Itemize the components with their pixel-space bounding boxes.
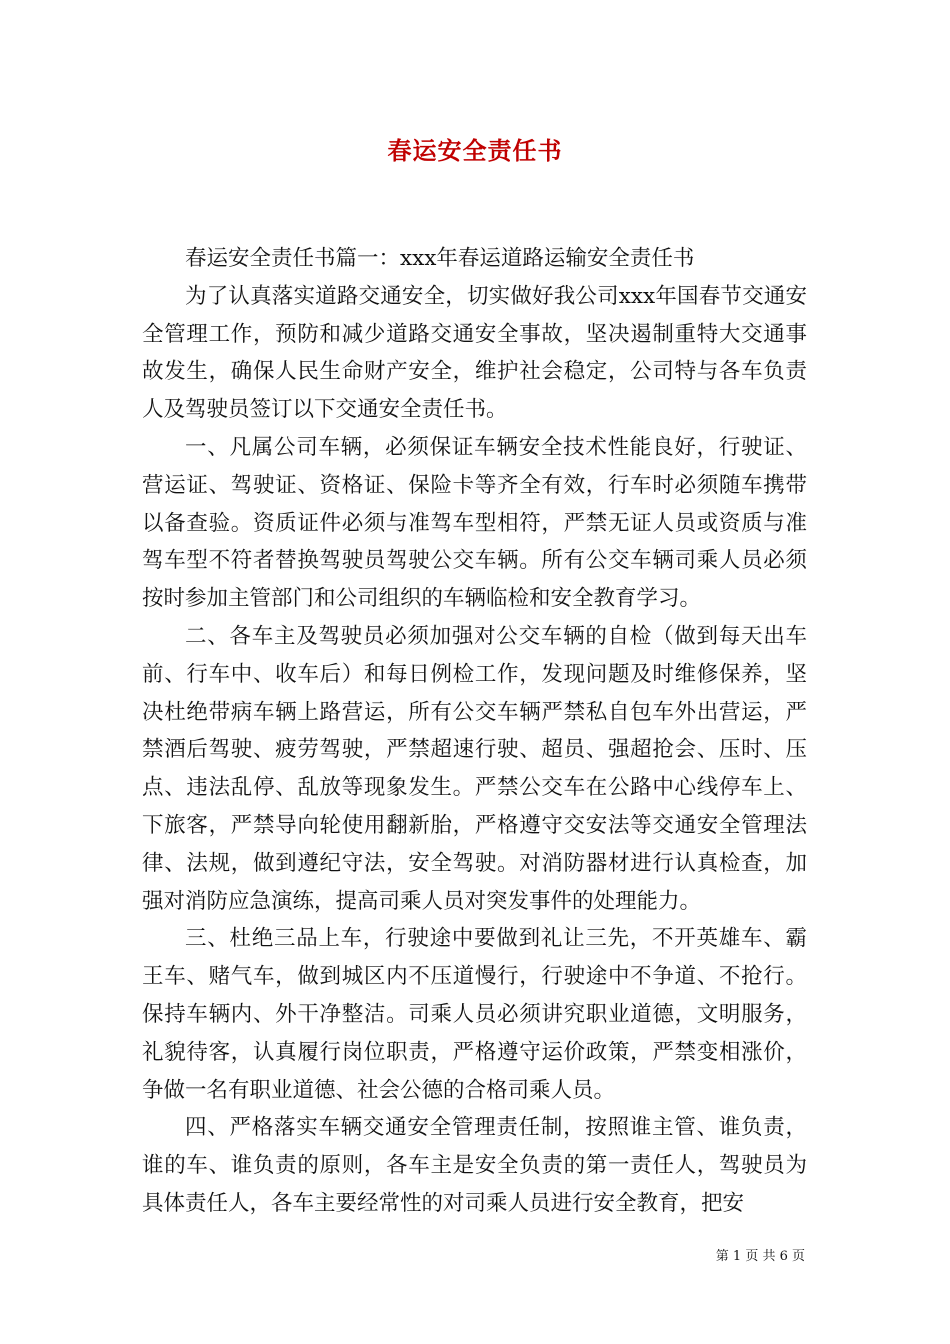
paragraph-item-3: 三、杜绝三品上车，行驶途中要做到礼让三先，不开英雄车、霸王车、赌气车，做到城区内不压道慢行，行驶途中不争道、不抢行。保持车辆内、外干净整洁。司乘人员必须讲究职业道德，文明服务，礼貌待客，认真履行岗位职责，严格遵守运价政策，严禁变相涨价，争做一名有职业道德、社会公德的合格司乘人员。 [142,926,807,1103]
paragraph-item-1: 一、凡属公司车辆，必须保证车辆安全技术性能良好，行驶证、营运证、驾驶证、资格证、保险卡等齐全有效，行车时必须随车携带以备查验。资质证件必须与准驾车型相符，严禁无证人员或资质与准驾车型不符者替换驾驶员驾驶公交车辆。所有公交车辆司乘人员必须按时参加主管部门和公司组织的车辆临检和安全教育学习。 [142,434,807,612]
document-body [142,240,807,1223]
paragraph-item-2: 二、各车主及驾驶员必须加强对公交车辆的自检（做到每天出车前、行车中、收车后）和每日例检工作，发现问题及时维修保养，坚决杜绝带病车辆上路营运，所有公交车辆严禁私自包车外出营运，严禁酒后驾驶、疲劳驾驶，严禁超速行驶、超员、强超抢会、压时、压点、违法乱停、乱放等现象发生。严禁公交车在公路中心线停车上、下旅客，严禁导向轮使用翻新胎，严格遵守交安法等交通安全管理法律、法规，做到遵纪守法，安全驾驶。对消防器材进行认真检查，加强对消防应急演练，提高司乘人员对突发事件的处理能力。 [142,623,807,914]
paragraph-subtitle: 春运安全责任书篇一：xxx年春运道路运输安全责任书 [185,246,695,271]
document-title: 春运安全责任书 [387,136,563,165]
page-number: 第 1 页 共 6 页 [715,1249,805,1264]
paragraph-item-4: 四、严格落实车辆交通安全管理责任制，按照谁主管、谁负责，谁的车、谁负责的原则，各车主是安全负责的第一责任人，驾驶员为具体责任人，各车主要经常性的对司乘人员进行安全教育，把安 [142,1115,807,1216]
paragraph-intro: 为了认真落实道路交通安全，切实做好我公司xxx年国春节交通安全管理工作，预防和减少道路交通安全事故，坚决遏制重特大交通事故发生，确保人民生命财产安全，维护社会稳定，公司特与各车负责人及驾驶员签订以下交通安全责任书。 [142,283,807,423]
